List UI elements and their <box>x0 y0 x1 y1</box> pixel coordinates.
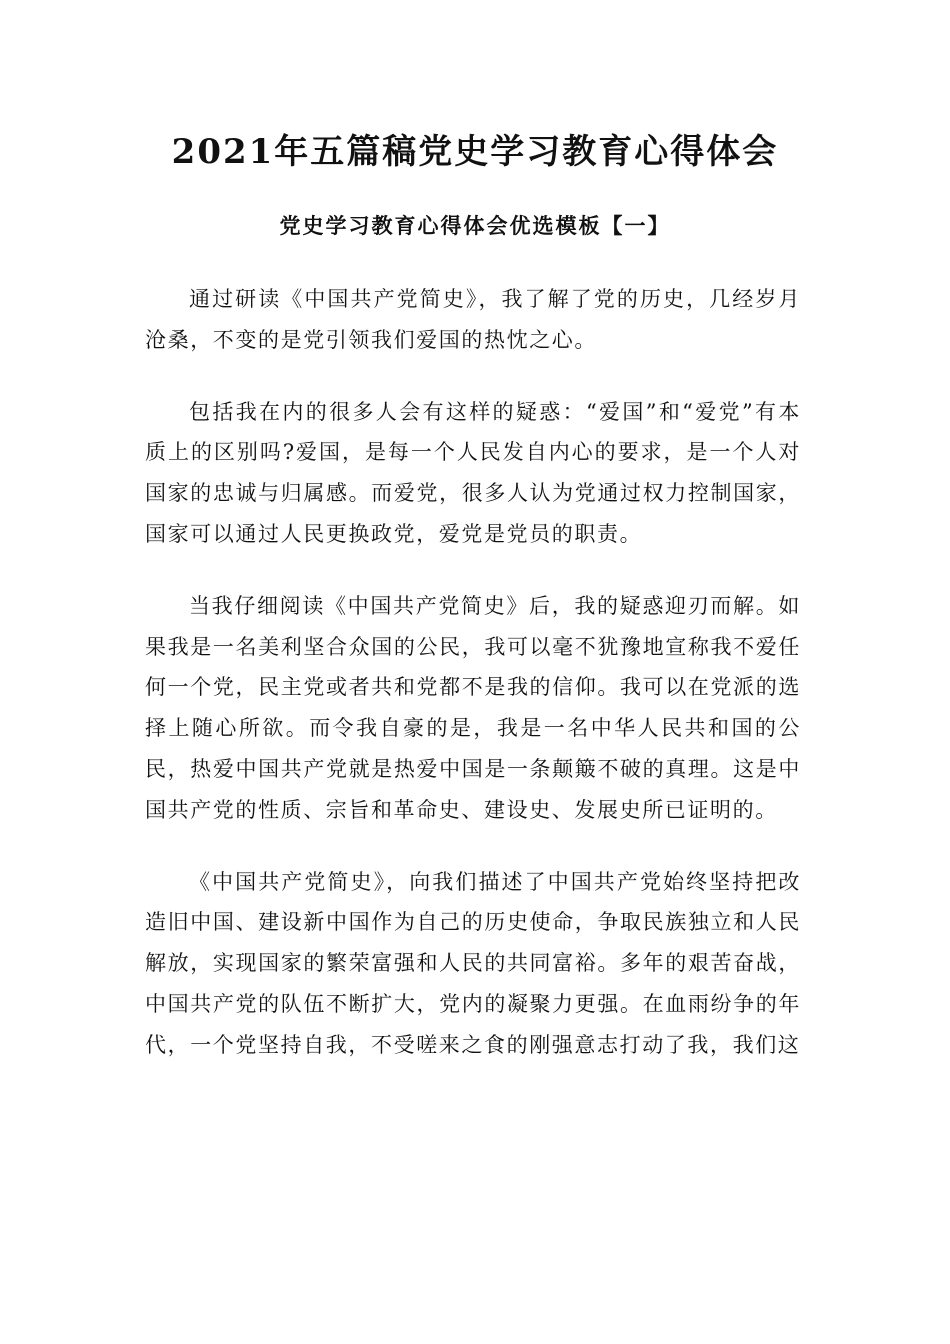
paragraph-3: 当我仔细阅读《中国共产党简史》后，我的疑惑迎刃而解。如果我是一名美利坚合众国的公民，我可以毫不犹豫地宣称我不爱任何一个党，民主党或者共和党都不是我的信仰。我可以在党派的选择上随心所欲。而令我自豪的是，我是一名中华人民共和国的公民，热爱中国共产党就是热爱中国是一条颠簸不破的真理。这是中国共产党的性质、宗旨和革命史、建设史、发展史所已证明的。 <box>145 593 801 822</box>
document-subtitle: 党史学习教育心得体会优选模板【一】 <box>279 213 671 238</box>
paragraph-2: 包括我在内的很多人会有这样的疑惑：“爱国”和“爱党”有本质上的区别吗?爱国，是每一个人民发自内心的要求，是一个人对国家的忠诚与归属感。而爱党，很多人认为党通过权力控制国家，国家可以通过人民更换政党，爱党是党员的职责。 <box>145 399 801 546</box>
document-title: 2021年五篇稿党史学习教育心得体会 <box>171 132 779 172</box>
document-body <box>145 279 801 1097</box>
paragraph-4: 《中国共产党简史》，向我们描述了中国共产党始终坚持把改造旧中国、建设新中国作为自己的历史使命，争取民族独立和人民解放，实现国家的繁荣富强和人民的共同富裕。多年的艰苦奋战，中国共产党的队伍不断扩大，党内的凝聚力更强。在血雨纷争的年代，一个党坚持自我，不受嗟来之食的刚强意志打动了我，我们这 <box>145 869 801 1057</box>
paragraph-1: 通过研读《中国共产党简史》，我了解了党的历史，几经岁月沧桑，不变的是党引领我们爱国的热忱之心。 <box>145 287 801 352</box>
